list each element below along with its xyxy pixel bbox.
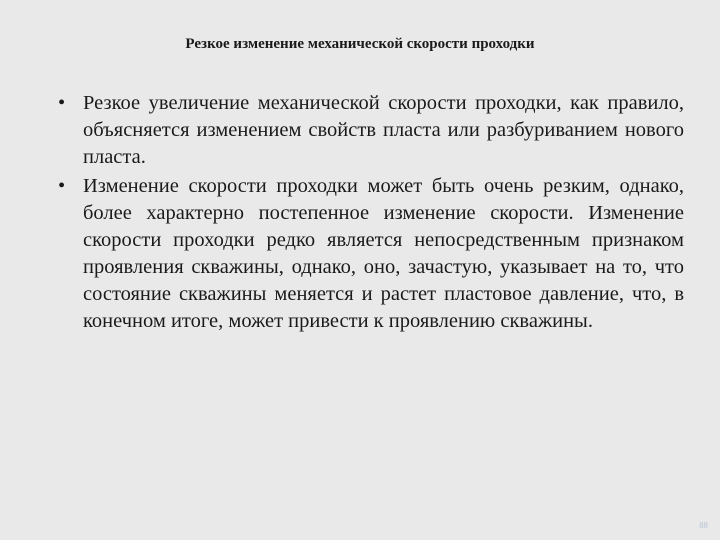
slide-title: Резкое изменение механической скорости проходки [185, 36, 535, 52]
page-number: 88 [699, 521, 708, 530]
bullet-list [58, 90, 684, 337]
bullet-marker: • [58, 92, 66, 114]
bullet-item-rate-change [58, 173, 684, 335]
bullet-text: Изменение скорости проходки может быть очень резким, однако, более характерно постепенное изменение скорости. Изменение скорости проходки редко является непосредственным признаком проявления скважины, однако, оно, зачастую, указывает на то, что состояние скважины меняется и растет пластовое давление, что, в конечном итоге, может привести к проявлению скважины. [83, 175, 684, 332]
bullet-text: Резкое увеличение механической скорости проходки, как правило, объясняется изменением свойств пласта или разбуриванием нового пласта. [83, 92, 684, 168]
bullet-marker: • [58, 175, 66, 197]
bullet-item-rate-increase [58, 90, 684, 171]
